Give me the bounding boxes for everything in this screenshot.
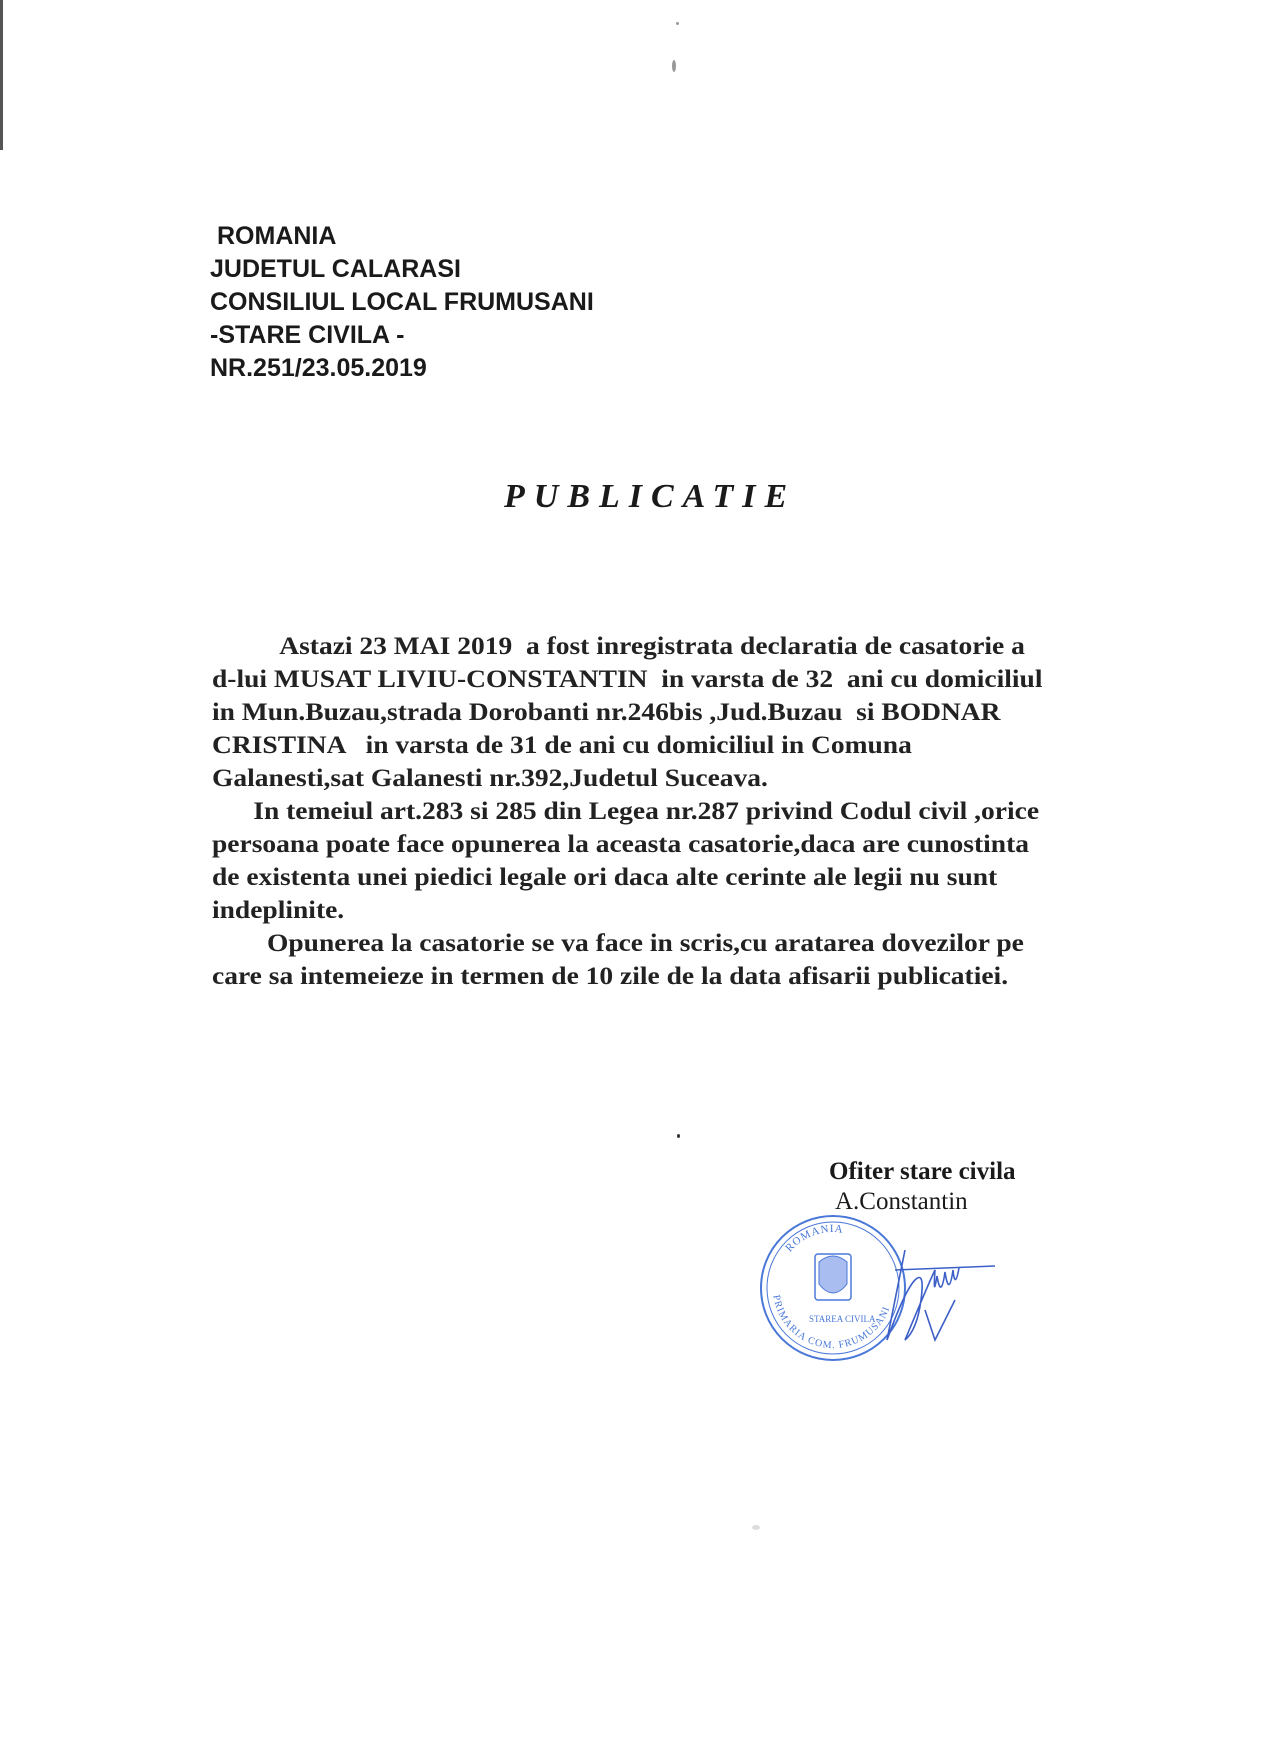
scan-speck — [752, 1525, 760, 1530]
signatory-role: Ofiter stare civila — [829, 1158, 1016, 1185]
body-line: in Mun.Buzau,strada Dorobanti nr.246bis ,Jud.Buzau si BODNAR — [212, 699, 1001, 726]
body-line: In temeiul art.283 si 285 din Legea nr.287 privind Codul civil ,orice — [212, 798, 1040, 825]
header-line: ROMANIA — [217, 222, 337, 250]
scan-edge — [0, 0, 3, 150]
stamp-seal — [761, 1216, 905, 1360]
scan-speck — [672, 60, 676, 72]
scan-speck — [676, 22, 679, 25]
body-line: indeplinite. — [212, 897, 345, 924]
official-stamp — [755, 1210, 1035, 1375]
body-line: CRISTINA in varsta de 31 de ani cu domiciliul in Comuna — [212, 732, 912, 759]
document-body — [212, 630, 1112, 993]
issuer-header — [210, 220, 594, 385]
body-line: d-lui MUSAT LIVIU-CONSTANTIN in varsta de 32 ani cu domiciliul — [212, 666, 1043, 693]
handwritten-signature — [887, 1250, 995, 1340]
registration-number: NR.251/23.05.2019 — [210, 354, 427, 382]
scan-speck — [677, 1134, 680, 1138]
header-line: -STARE CIVILA - — [210, 321, 405, 349]
body-line: care sa intemeieze in termen de 10 zile de la data afisarii publicatiei. — [212, 963, 1009, 990]
body-line: Galanesti,sat Galanesti nr.392,Judetul Suceava. — [212, 765, 768, 792]
body-line: de existenta unei piedici legale ori daca alte cerinte ale legii nu sunt — [212, 864, 998, 891]
body-line: Astazi 23 MAI 2019 a fost inregistrata declaratia de casatorie a — [212, 633, 1025, 660]
signatory-name: A.Constantin — [835, 1188, 968, 1215]
svg-text:STAREA CIVILA: STAREA CIVILA — [809, 1314, 876, 1324]
document-title: PUBLICATIE — [504, 478, 797, 515]
header-line: CONSILIUL LOCAL FRUMUSANI — [210, 288, 594, 316]
signature-block — [829, 1158, 1016, 1216]
body-line: Opunerea la casatorie se va face in scris,cu aratarea dovezilor pe — [212, 930, 1024, 957]
svg-text:PRIMARIA COM. FRUMUSANI: PRIMARIA COM. FRUMUSANI — [770, 1294, 893, 1352]
body-line: persoana poate face opunerea la aceasta casatorie,daca are cunostinta — [212, 831, 1030, 858]
svg-text:ROMANIA: ROMANIA — [783, 1222, 845, 1255]
header-line: JUDETUL CALARASI — [210, 255, 461, 283]
